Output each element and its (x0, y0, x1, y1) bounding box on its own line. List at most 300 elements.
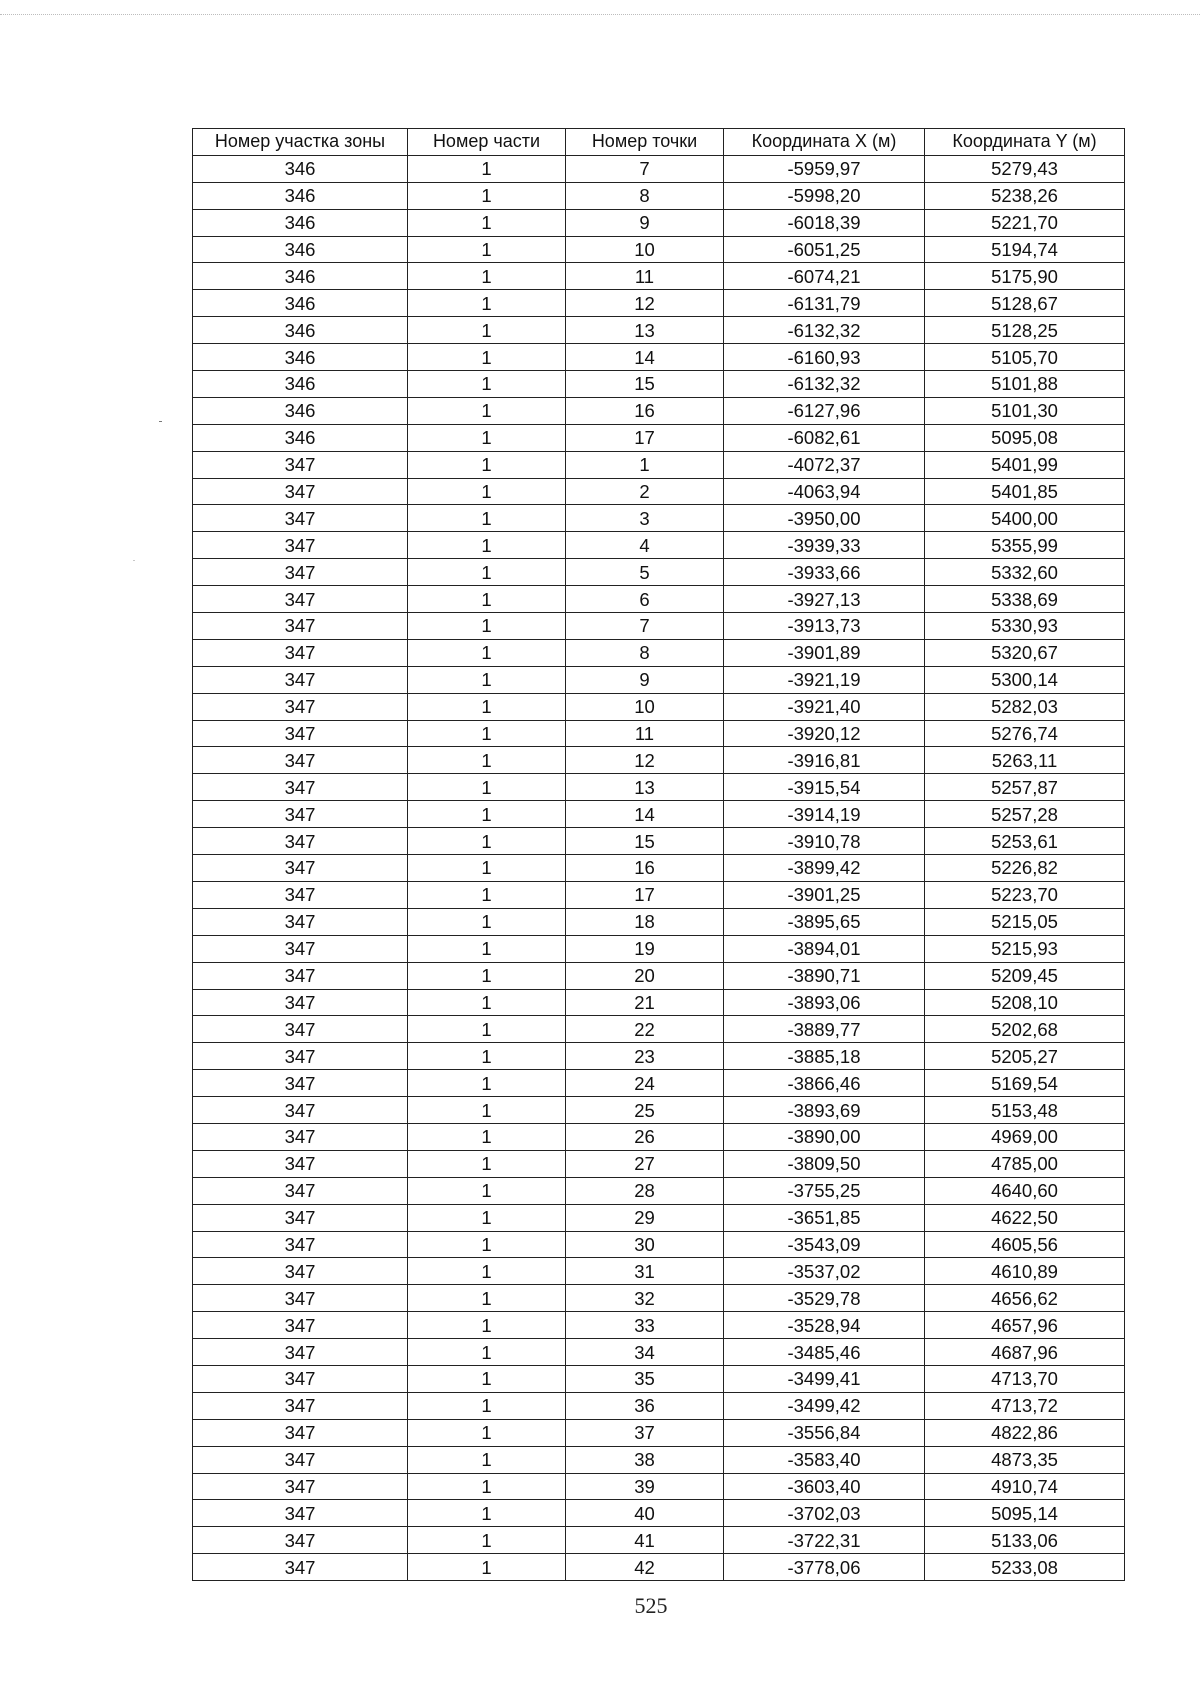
cell-part-number: 1 (408, 801, 566, 828)
cell-zone-plot-number: 346 (193, 236, 408, 263)
cell-coordinate-y: 5257,28 (925, 801, 1125, 828)
cell-part-number: 1 (408, 1150, 566, 1177)
table-row (193, 1527, 1125, 1554)
table-body (193, 155, 1125, 1580)
cell-part-number: 1 (408, 1339, 566, 1366)
cell-part-number: 1 (408, 371, 566, 398)
cell-zone-plot-number: 347 (193, 1339, 408, 1366)
cell-zone-plot-number: 347 (193, 720, 408, 747)
table-row (193, 344, 1125, 371)
cell-coordinate-x: -3921,40 (724, 693, 925, 720)
cell-coordinate-x: -3528,94 (724, 1312, 925, 1339)
cell-zone-plot-number: 347 (193, 1473, 408, 1500)
cell-coordinate-x: -6160,93 (724, 344, 925, 371)
cell-coordinate-y: 5282,03 (925, 693, 1125, 720)
header-zone-plot-number: Номер участка зоны (193, 129, 408, 156)
table-row (193, 505, 1125, 532)
cell-part-number: 1 (408, 1231, 566, 1258)
cell-coordinate-x: -3901,25 (724, 881, 925, 908)
cell-zone-plot-number: 347 (193, 1258, 408, 1285)
cell-coordinate-x: -6132,32 (724, 371, 925, 398)
table-header (193, 129, 1125, 156)
cell-part-number: 1 (408, 209, 566, 236)
table-row (193, 720, 1125, 747)
cell-coordinate-x: -6051,25 (724, 236, 925, 263)
cell-zone-plot-number: 347 (193, 801, 408, 828)
cell-coordinate-x: -3901,89 (724, 639, 925, 666)
table-row (193, 1554, 1125, 1581)
cell-coordinate-x: -5959,97 (724, 155, 925, 182)
cell-zone-plot-number: 347 (193, 451, 408, 478)
cell-point-number: 13 (566, 317, 724, 344)
cell-part-number: 1 (408, 1554, 566, 1581)
cell-part-number: 1 (408, 720, 566, 747)
table-row (193, 1392, 1125, 1419)
cell-coordinate-y: 5300,14 (925, 666, 1125, 693)
cell-coordinate-x: -3921,19 (724, 666, 925, 693)
cell-point-number: 41 (566, 1527, 724, 1554)
cell-zone-plot-number: 347 (193, 1016, 408, 1043)
header-coordinate-x: Координата X (м) (724, 129, 925, 156)
cell-part-number: 1 (408, 1473, 566, 1500)
cell-coordinate-x: -3895,65 (724, 908, 925, 935)
coordinates-table (192, 128, 1125, 1581)
cell-coordinate-x: -3933,66 (724, 559, 925, 586)
cell-part-number: 1 (408, 1204, 566, 1231)
cell-coordinate-x: -3916,81 (724, 747, 925, 774)
table-row (193, 989, 1125, 1016)
table-row (193, 774, 1125, 801)
cell-zone-plot-number: 346 (193, 344, 408, 371)
cell-point-number: 12 (566, 747, 724, 774)
page-number: 525 (634, 1593, 668, 1618)
cell-coordinate-x: -3755,25 (724, 1177, 925, 1204)
cell-point-number: 22 (566, 1016, 724, 1043)
cell-coordinate-y: 4656,62 (925, 1285, 1125, 1312)
cell-coordinate-y: 5238,26 (925, 182, 1125, 209)
cell-coordinate-y: 4657,96 (925, 1312, 1125, 1339)
table-row (193, 1177, 1125, 1204)
cell-part-number: 1 (408, 532, 566, 559)
cell-point-number: 20 (566, 962, 724, 989)
cell-coordinate-y: 5128,25 (925, 317, 1125, 344)
cell-point-number: 9 (566, 209, 724, 236)
cell-coordinate-x: -6127,96 (724, 397, 925, 424)
cell-part-number: 1 (408, 1500, 566, 1527)
cell-point-number: 37 (566, 1419, 724, 1446)
cell-point-number: 17 (566, 881, 724, 908)
scan-edge-line (0, 14, 1200, 15)
table-row (193, 1204, 1125, 1231)
table-row (193, 182, 1125, 209)
cell-coordinate-x: -3583,40 (724, 1446, 925, 1473)
cell-part-number: 1 (408, 155, 566, 182)
cell-zone-plot-number: 347 (193, 855, 408, 882)
cell-part-number: 1 (408, 1527, 566, 1554)
header-row (193, 129, 1125, 156)
cell-part-number: 1 (408, 747, 566, 774)
cell-part-number: 1 (408, 424, 566, 451)
table-row (193, 908, 1125, 935)
cell-coordinate-x: -3485,46 (724, 1339, 925, 1366)
cell-zone-plot-number: 346 (193, 155, 408, 182)
cell-zone-plot-number: 347 (193, 1123, 408, 1150)
cell-coordinate-x: -3890,00 (724, 1123, 925, 1150)
cell-coordinate-x: -3914,19 (724, 801, 925, 828)
table-row (193, 397, 1125, 424)
cell-part-number: 1 (408, 881, 566, 908)
cell-part-number: 1 (408, 1392, 566, 1419)
table-row (193, 1446, 1125, 1473)
cell-coordinate-x: -6131,79 (724, 290, 925, 317)
cell-point-number: 8 (566, 639, 724, 666)
cell-part-number: 1 (408, 666, 566, 693)
cell-coordinate-x: -5998,20 (724, 182, 925, 209)
header-part-number: Номер части (408, 129, 566, 156)
cell-coordinate-y: 5338,69 (925, 586, 1125, 613)
cell-point-number: 25 (566, 1097, 724, 1124)
cell-coordinate-y: 5095,14 (925, 1500, 1125, 1527)
cell-coordinate-x: -3722,31 (724, 1527, 925, 1554)
cell-zone-plot-number: 347 (193, 747, 408, 774)
cell-coordinate-y: 5257,87 (925, 774, 1125, 801)
cell-zone-plot-number: 347 (193, 1285, 408, 1312)
cell-coordinate-y: 5400,00 (925, 505, 1125, 532)
cell-coordinate-x: -3950,00 (724, 505, 925, 532)
table-row (193, 1473, 1125, 1500)
cell-coordinate-y: 5209,45 (925, 962, 1125, 989)
table-row (193, 371, 1125, 398)
cell-coordinate-x: -3866,46 (724, 1070, 925, 1097)
cell-point-number: 11 (566, 263, 724, 290)
cell-coordinate-y: 5194,74 (925, 236, 1125, 263)
cell-part-number: 1 (408, 774, 566, 801)
cell-coordinate-y: 4687,96 (925, 1339, 1125, 1366)
cell-zone-plot-number: 347 (193, 505, 408, 532)
cell-coordinate-y: 4713,70 (925, 1365, 1125, 1392)
cell-zone-plot-number: 347 (193, 989, 408, 1016)
cell-zone-plot-number: 346 (193, 424, 408, 451)
cell-coordinate-y: 4785,00 (925, 1150, 1125, 1177)
cell-coordinate-x: -3499,41 (724, 1365, 925, 1392)
cell-coordinate-x: -3894,01 (724, 935, 925, 962)
cell-point-number: 7 (566, 155, 724, 182)
cell-point-number: 16 (566, 397, 724, 424)
cell-coordinate-x: -3920,12 (724, 720, 925, 747)
cell-coordinate-x: -3890,71 (724, 962, 925, 989)
cell-point-number: 33 (566, 1312, 724, 1339)
cell-point-number: 28 (566, 1177, 724, 1204)
cell-zone-plot-number: 347 (193, 532, 408, 559)
cell-point-number: 30 (566, 1231, 724, 1258)
cell-coordinate-x: -3889,77 (724, 1016, 925, 1043)
cell-coordinate-x: -6132,32 (724, 317, 925, 344)
cell-zone-plot-number: 347 (193, 1392, 408, 1419)
cell-zone-plot-number: 347 (193, 586, 408, 613)
table-row (193, 1285, 1125, 1312)
table-row (193, 1123, 1125, 1150)
cell-coordinate-x: -3939,33 (724, 532, 925, 559)
cell-part-number: 1 (408, 505, 566, 532)
cell-part-number: 1 (408, 478, 566, 505)
cell-point-number: 38 (566, 1446, 724, 1473)
cell-point-number: 1 (566, 451, 724, 478)
cell-point-number: 23 (566, 1043, 724, 1070)
cell-zone-plot-number: 347 (193, 613, 408, 640)
cell-coordinate-y: 5205,27 (925, 1043, 1125, 1070)
table-row (193, 478, 1125, 505)
cell-point-number: 8 (566, 182, 724, 209)
table-row (193, 747, 1125, 774)
cell-part-number: 1 (408, 1285, 566, 1312)
cell-point-number: 4 (566, 532, 724, 559)
table-row (193, 559, 1125, 586)
cell-coordinate-x: -3927,13 (724, 586, 925, 613)
cell-coordinate-x: -3915,54 (724, 774, 925, 801)
cell-coordinate-x: -3529,78 (724, 1285, 925, 1312)
cell-coordinate-y: 5320,67 (925, 639, 1125, 666)
cell-zone-plot-number: 347 (193, 828, 408, 855)
cell-zone-plot-number: 347 (193, 559, 408, 586)
cell-point-number: 11 (566, 720, 724, 747)
cell-coordinate-y: 5263,11 (925, 747, 1125, 774)
cell-part-number: 1 (408, 317, 566, 344)
cell-part-number: 1 (408, 397, 566, 424)
table-row (193, 586, 1125, 613)
cell-part-number: 1 (408, 1123, 566, 1150)
cell-coordinate-x: -6018,39 (724, 209, 925, 236)
cell-coordinate-y: 5330,93 (925, 613, 1125, 640)
cell-zone-plot-number: 346 (193, 290, 408, 317)
cell-coordinate-y: 4713,72 (925, 1392, 1125, 1419)
cell-coordinate-y: 5253,61 (925, 828, 1125, 855)
cell-coordinate-y: 5202,68 (925, 1016, 1125, 1043)
cell-coordinate-y: 5169,54 (925, 1070, 1125, 1097)
cell-coordinate-x: -6082,61 (724, 424, 925, 451)
cell-zone-plot-number: 347 (193, 962, 408, 989)
cell-part-number: 1 (408, 989, 566, 1016)
table-row (193, 290, 1125, 317)
cell-part-number: 1 (408, 263, 566, 290)
cell-coordinate-y: 5226,82 (925, 855, 1125, 882)
cell-zone-plot-number: 347 (193, 478, 408, 505)
table-row (193, 1312, 1125, 1339)
cell-point-number: 26 (566, 1123, 724, 1150)
table-row (193, 1043, 1125, 1070)
cell-zone-plot-number: 347 (193, 1312, 408, 1339)
table-row (193, 317, 1125, 344)
cell-part-number: 1 (408, 1446, 566, 1473)
cell-coordinate-y: 5355,99 (925, 532, 1125, 559)
table-row (193, 935, 1125, 962)
header-coordinate-y: Координата Y (м) (925, 129, 1125, 156)
cell-zone-plot-number: 346 (193, 397, 408, 424)
cell-part-number: 1 (408, 1312, 566, 1339)
cell-part-number: 1 (408, 828, 566, 855)
cell-coordinate-y: 4910,74 (925, 1473, 1125, 1500)
cell-point-number: 9 (566, 666, 724, 693)
cell-part-number: 1 (408, 1258, 566, 1285)
table-row (193, 263, 1125, 290)
cell-point-number: 42 (566, 1554, 724, 1581)
cell-zone-plot-number: 347 (193, 1150, 408, 1177)
table-row (193, 828, 1125, 855)
cell-coordinate-y: 4622,50 (925, 1204, 1125, 1231)
cell-zone-plot-number: 347 (193, 1554, 408, 1581)
cell-point-number: 18 (566, 908, 724, 935)
table-row (193, 855, 1125, 882)
cell-zone-plot-number: 347 (193, 639, 408, 666)
cell-coordinate-x: -6074,21 (724, 263, 925, 290)
cell-point-number: 6 (566, 586, 724, 613)
cell-point-number: 19 (566, 935, 724, 962)
cell-coordinate-y: 5208,10 (925, 989, 1125, 1016)
cell-part-number: 1 (408, 613, 566, 640)
cell-coordinate-x: -3543,09 (724, 1231, 925, 1258)
cell-coordinate-x: -3809,50 (724, 1150, 925, 1177)
cell-part-number: 1 (408, 639, 566, 666)
cell-zone-plot-number: 347 (193, 1500, 408, 1527)
cell-coordinate-y: 5095,08 (925, 424, 1125, 451)
cell-coordinate-x: -3651,85 (724, 1204, 925, 1231)
cell-coordinate-y: 4873,35 (925, 1446, 1125, 1473)
cell-zone-plot-number: 347 (193, 908, 408, 935)
table-row (193, 451, 1125, 478)
cell-coordinate-x: -3913,73 (724, 613, 925, 640)
table-row (193, 1419, 1125, 1446)
cell-coordinate-y: 4605,56 (925, 1231, 1125, 1258)
cell-point-number: 13 (566, 774, 724, 801)
cell-zone-plot-number: 347 (193, 1446, 408, 1473)
cell-coordinate-x: -3702,03 (724, 1500, 925, 1527)
cell-coordinate-y: 5401,99 (925, 451, 1125, 478)
cell-zone-plot-number: 347 (193, 1204, 408, 1231)
cell-part-number: 1 (408, 1365, 566, 1392)
table-row (193, 1231, 1125, 1258)
cell-part-number: 1 (408, 962, 566, 989)
table-row (193, 1339, 1125, 1366)
cell-coordinate-x: -3537,02 (724, 1258, 925, 1285)
cell-coordinate-y: 5401,85 (925, 478, 1125, 505)
cell-coordinate-y: 4640,60 (925, 1177, 1125, 1204)
cell-zone-plot-number: 346 (193, 371, 408, 398)
table-row (193, 801, 1125, 828)
cell-zone-plot-number: 347 (193, 774, 408, 801)
cell-part-number: 1 (408, 855, 566, 882)
cell-zone-plot-number: 347 (193, 1070, 408, 1097)
cell-coordinate-y: 5215,05 (925, 908, 1125, 935)
cell-coordinate-x: -3910,78 (724, 828, 925, 855)
cell-point-number: 12 (566, 290, 724, 317)
table-row (193, 1070, 1125, 1097)
cell-point-number: 32 (566, 1285, 724, 1312)
cell-coordinate-y: 5133,06 (925, 1527, 1125, 1554)
cell-coordinate-x: -3885,18 (724, 1043, 925, 1070)
cell-zone-plot-number: 346 (193, 317, 408, 344)
cell-zone-plot-number: 347 (193, 935, 408, 962)
cell-point-number: 3 (566, 505, 724, 532)
cell-point-number: 21 (566, 989, 724, 1016)
cell-zone-plot-number: 347 (193, 1231, 408, 1258)
cell-coordinate-x: -3899,42 (724, 855, 925, 882)
cell-point-number: 31 (566, 1258, 724, 1285)
cell-part-number: 1 (408, 1419, 566, 1446)
cell-coordinate-y: 5221,70 (925, 209, 1125, 236)
cell-coordinate-y: 5276,74 (925, 720, 1125, 747)
cell-point-number: 14 (566, 801, 724, 828)
cell-zone-plot-number: 347 (193, 1527, 408, 1554)
table-row (193, 1016, 1125, 1043)
cell-coordinate-y: 5101,30 (925, 397, 1125, 424)
cell-coordinate-y: 4610,89 (925, 1258, 1125, 1285)
cell-part-number: 1 (408, 559, 566, 586)
table-row (193, 532, 1125, 559)
cell-coordinate-y: 5233,08 (925, 1554, 1125, 1581)
header-point-number: Номер точки (566, 129, 724, 156)
cell-coordinate-x: -4063,94 (724, 478, 925, 505)
table-row (193, 424, 1125, 451)
cell-coordinate-x: -3556,84 (724, 1419, 925, 1446)
table-row (193, 693, 1125, 720)
cell-coordinate-x: -3603,40 (724, 1473, 925, 1500)
cell-zone-plot-number: 347 (193, 1419, 408, 1446)
cell-part-number: 1 (408, 290, 566, 317)
cell-point-number: 17 (566, 424, 724, 451)
table-row (193, 639, 1125, 666)
table-row (193, 1097, 1125, 1124)
cell-point-number: 14 (566, 344, 724, 371)
cell-coordinate-y: 5332,60 (925, 559, 1125, 586)
cell-zone-plot-number: 347 (193, 1177, 408, 1204)
cell-coordinate-y: 5105,70 (925, 344, 1125, 371)
cell-zone-plot-number: 347 (193, 1365, 408, 1392)
cell-point-number: 29 (566, 1204, 724, 1231)
cell-point-number: 35 (566, 1365, 724, 1392)
cell-coordinate-y: 5223,70 (925, 881, 1125, 908)
cell-part-number: 1 (408, 1070, 566, 1097)
cell-coordinate-y: 5128,67 (925, 290, 1125, 317)
cell-part-number: 1 (408, 586, 566, 613)
cell-point-number: 27 (566, 1150, 724, 1177)
cell-coordinate-x: -3778,06 (724, 1554, 925, 1581)
cell-point-number: 10 (566, 693, 724, 720)
cell-coordinate-y: 5175,90 (925, 263, 1125, 290)
table-row (193, 236, 1125, 263)
table-row (193, 613, 1125, 640)
cell-zone-plot-number: 347 (193, 1097, 408, 1124)
table-row (193, 1150, 1125, 1177)
cell-zone-plot-number: 347 (193, 666, 408, 693)
cell-coordinate-x: -4072,37 (724, 451, 925, 478)
cell-part-number: 1 (408, 935, 566, 962)
cell-part-number: 1 (408, 1097, 566, 1124)
cell-zone-plot-number: 346 (193, 182, 408, 209)
table-row (193, 881, 1125, 908)
cell-part-number: 1 (408, 451, 566, 478)
cell-part-number: 1 (408, 182, 566, 209)
cell-part-number: 1 (408, 1016, 566, 1043)
table-row (193, 666, 1125, 693)
cell-coordinate-y: 4822,86 (925, 1419, 1125, 1446)
cell-coordinate-y: 5215,93 (925, 935, 1125, 962)
cell-point-number: 2 (566, 478, 724, 505)
table-row (193, 1500, 1125, 1527)
cell-zone-plot-number: 346 (193, 209, 408, 236)
cell-part-number: 1 (408, 1177, 566, 1204)
cell-point-number: 7 (566, 613, 724, 640)
cell-coordinate-y: 5153,48 (925, 1097, 1125, 1124)
cell-zone-plot-number: 347 (193, 881, 408, 908)
